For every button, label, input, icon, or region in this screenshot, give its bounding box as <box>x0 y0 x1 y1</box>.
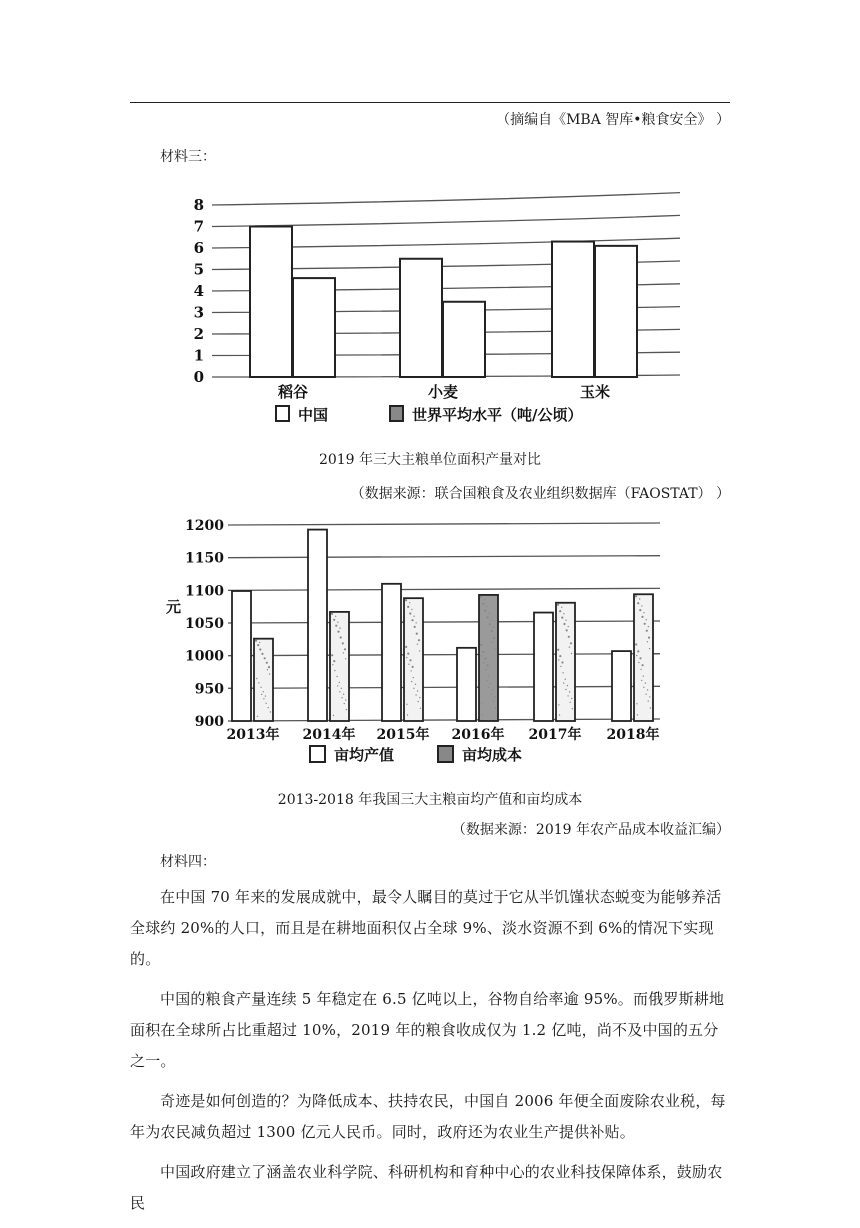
bar-china <box>400 259 442 377</box>
bar-texture <box>482 603 484 605</box>
bar-texture <box>646 619 647 620</box>
bar-texture <box>333 619 335 621</box>
bar-texture <box>343 694 344 695</box>
bar-texture <box>640 669 641 670</box>
x-tick-label: 稻谷 <box>277 383 309 401</box>
bar-output-value <box>308 530 327 721</box>
source-note: （摘编自《MBA 智库•粮食安全》 ） <box>496 112 730 128</box>
bar-texture <box>559 610 561 612</box>
bar-texture <box>560 666 561 667</box>
bar-texture <box>345 658 346 659</box>
bar-texture <box>569 646 570 647</box>
bar-texture <box>337 622 338 623</box>
bar-china <box>250 227 292 378</box>
bar-texture <box>636 655 637 656</box>
bar-texture <box>341 697 342 698</box>
bar-texture <box>409 602 410 603</box>
bar-texture <box>265 695 266 696</box>
bar-texture <box>643 676 644 677</box>
x-tick-label: 玉米 <box>579 383 611 401</box>
bar-texture <box>488 613 489 614</box>
legend-swatch-cost <box>438 746 453 762</box>
x-tick-label: 2017年 <box>528 727 582 743</box>
bar-texture <box>488 687 489 688</box>
bar-texture <box>485 669 486 670</box>
bar-output-value <box>382 584 401 721</box>
bar-texture <box>563 623 565 625</box>
bar-world <box>595 246 637 377</box>
bar-texture <box>566 629 568 631</box>
legend-label-china: 中国 <box>298 406 329 424</box>
bar-texture <box>341 688 342 689</box>
bar-output-value <box>534 613 553 721</box>
bar-texture <box>486 616 488 618</box>
bar-texture <box>481 703 482 704</box>
bar-world <box>293 278 335 377</box>
bar-texture <box>406 704 407 705</box>
y-tick-label: 1000 <box>185 648 224 665</box>
bar-texture <box>487 664 489 666</box>
bar-output-value <box>232 591 251 721</box>
bar-texture <box>484 599 485 600</box>
bar-texture <box>413 688 414 689</box>
bar-texture <box>484 610 486 612</box>
bar-texture <box>642 664 644 666</box>
y-tick-label: 1150 <box>185 550 224 567</box>
bar-texture <box>571 698 572 699</box>
bar-texture <box>268 666 270 668</box>
bar-texture <box>410 670 411 671</box>
bar-texture <box>570 642 572 644</box>
y-tick-label: 950 <box>194 681 224 698</box>
bar-texture <box>412 666 414 668</box>
bar-texture <box>331 654 333 656</box>
gridline <box>228 621 660 623</box>
bar-texture <box>414 626 416 628</box>
bar-texture <box>418 639 420 641</box>
bar-output-value <box>612 651 631 721</box>
bar-texture <box>333 715 334 716</box>
bar-texture <box>405 599 407 601</box>
bar-texture <box>557 649 559 651</box>
bar-texture <box>557 604 559 606</box>
bar-texture <box>407 653 409 655</box>
bar-texture <box>480 644 482 646</box>
bar-texture <box>645 682 646 683</box>
bar-texture <box>490 683 491 684</box>
bar-texture <box>411 619 413 621</box>
bar-texture <box>635 595 637 597</box>
legend-swatch-china <box>276 406 289 421</box>
bar-texture <box>649 648 650 649</box>
bar-texture <box>409 659 411 661</box>
y-tick-label: 0 <box>193 368 204 386</box>
bar-texture <box>561 607 562 608</box>
y-tick-label: 900 <box>194 714 224 730</box>
bar-texture <box>645 694 646 695</box>
bar-texture <box>565 620 566 621</box>
bar-texture <box>562 672 563 673</box>
bar-texture <box>415 694 416 695</box>
bar-texture <box>639 598 640 599</box>
gridline <box>228 523 660 525</box>
bar-texture <box>492 690 493 691</box>
bar-texture <box>417 644 418 645</box>
bar-texture <box>492 642 493 643</box>
bar-texture <box>263 691 264 692</box>
bar-texture <box>269 673 270 674</box>
bar-texture <box>643 612 644 613</box>
y-tick-label: 5 <box>193 260 204 279</box>
bar-texture <box>486 680 487 681</box>
bar-world <box>443 302 485 377</box>
x-tick-label: 2014年 <box>302 727 356 743</box>
bar-texture <box>416 622 417 623</box>
gridline <box>228 654 660 656</box>
legend-label-cost: 亩均成本 <box>462 746 523 764</box>
bar-texture <box>342 642 344 644</box>
bar-texture <box>346 709 347 710</box>
bar-cost <box>254 639 273 721</box>
material-4-body <box>130 882 730 1228</box>
bar-texture <box>335 616 336 617</box>
bar-texture <box>491 630 493 632</box>
bar-texture <box>344 648 346 650</box>
bar-texture <box>482 651 484 653</box>
bar-texture <box>641 680 642 681</box>
bar-texture <box>491 620 492 621</box>
legend-label-value: 亩均产值 <box>334 746 395 764</box>
bar-texture <box>261 694 262 695</box>
y-tick-label: 7 <box>193 217 204 236</box>
bar-texture <box>411 609 412 610</box>
bar-texture <box>565 679 566 680</box>
x-tick-label: 2013年 <box>226 727 280 743</box>
gridline <box>228 556 660 558</box>
bar-texture <box>413 616 414 617</box>
bar-texture <box>258 682 259 683</box>
bar-texture <box>646 630 648 632</box>
bar-texture <box>639 657 641 659</box>
bar-texture <box>641 605 642 606</box>
bar-texture <box>257 716 258 717</box>
bar-texture <box>647 641 648 642</box>
top-rule <box>130 102 730 103</box>
bar-texture <box>339 627 340 628</box>
bar-texture <box>407 714 408 715</box>
bar-texture <box>643 687 644 688</box>
y-tick-label: 1 <box>193 346 204 365</box>
bar-texture <box>637 602 639 604</box>
bar-texture <box>568 626 569 627</box>
bar-texture <box>417 690 418 691</box>
bar-texture <box>565 689 566 690</box>
bar-texture <box>636 703 637 704</box>
bar-texture <box>332 664 333 665</box>
material-3-label: 材料三： <box>160 149 216 165</box>
bar-texture <box>571 653 572 654</box>
bar-texture <box>559 714 560 715</box>
bar-texture <box>558 659 559 660</box>
bar-texture <box>339 691 340 692</box>
bar-texture <box>490 694 491 695</box>
gridline <box>212 193 680 205</box>
bar-texture <box>493 701 494 702</box>
bar-texture <box>647 689 648 690</box>
legend-swatch-value <box>310 746 325 762</box>
bar-texture <box>495 707 496 708</box>
bar-texture <box>415 684 416 685</box>
bar-texture <box>337 685 338 686</box>
bar-texture <box>334 670 335 671</box>
gridline <box>228 588 660 590</box>
bar-texture <box>336 676 337 677</box>
chart2-source: （数据来源：2019 年农产品成本收益汇编） <box>451 822 730 838</box>
bar-texture <box>559 655 561 657</box>
bar-texture <box>406 657 407 658</box>
bar-texture <box>331 613 333 615</box>
bar-texture <box>340 636 342 638</box>
bar-texture <box>494 696 495 697</box>
yield-comparison-chart <box>180 180 700 435</box>
bar-texture <box>257 644 259 646</box>
bar-texture <box>419 697 420 698</box>
bar-texture <box>569 691 570 692</box>
bar-texture <box>483 662 484 663</box>
bar-texture <box>561 661 563 663</box>
bar-texture <box>259 642 260 643</box>
bar-texture <box>335 625 337 627</box>
chart2-caption: 2013-2018 年我国三大主粮亩均产值和亩均成本 <box>277 792 583 808</box>
gridline <box>228 719 660 721</box>
bar-texture <box>648 626 649 627</box>
bar-texture <box>649 696 650 697</box>
bar-texture <box>411 681 412 682</box>
bar-texture <box>635 643 637 645</box>
bar-texture <box>639 609 641 611</box>
bar-texture <box>343 652 344 653</box>
paragraph: 在中国 70 年来的发展成就中，最令人瞩目的莫过于它从半饥馑状态蜕变为能够养活全球约 20%的人口，而且是在耕地面积仅占全球 9%、淡水资源不到 6%的情况下实现的。 <box>130 888 722 968</box>
bar-texture <box>260 687 261 688</box>
y-tick-label: 1050 <box>185 616 224 633</box>
gridline <box>212 215 680 226</box>
paragraph: 奇迹是如何创造的？为降低成本、扶持农民，中国自 2006 年便全面废除农业税，每年为农民减负超过 1300 亿元人民币。同时，政府还为农业生产提供补贴。 <box>130 1092 726 1141</box>
chart1-source: （数据来源：联合国粮食及农业组织数据库（FAOSTAT） ） <box>350 486 730 502</box>
bar-china <box>552 242 594 377</box>
y-tick-label: 1200 <box>185 518 224 535</box>
bar-texture <box>568 636 570 638</box>
bar-texture <box>265 703 266 704</box>
bar-texture <box>493 637 495 639</box>
bar-texture <box>637 650 639 652</box>
bar-texture <box>482 714 483 715</box>
bar-texture <box>266 662 268 664</box>
paragraph: 中国政府建立了涵盖农业科学院、科研机构和育种中心的农业科技保障体系，鼓励农民 <box>130 1163 723 1212</box>
bar-texture <box>486 606 487 607</box>
y-tick-label: 6 <box>193 239 204 257</box>
y-tick-label: 4 <box>193 282 204 300</box>
bar-texture <box>339 682 340 683</box>
bar-texture <box>268 707 269 708</box>
x-tick-label: 2016年 <box>451 727 505 743</box>
bar-texture <box>264 657 266 659</box>
bar-texture <box>333 660 335 662</box>
bar-texture <box>644 623 646 625</box>
bar-texture <box>563 613 564 614</box>
bar-texture <box>344 703 345 704</box>
bar-texture <box>416 633 418 635</box>
bar-texture <box>481 655 482 656</box>
bar-texture <box>648 700 649 701</box>
bar-texture <box>419 650 420 651</box>
bar-texture <box>489 623 491 625</box>
bar-texture <box>561 617 563 619</box>
bar-texture <box>558 704 559 705</box>
bar-texture <box>270 711 271 712</box>
bar-texture <box>256 678 257 679</box>
material-4-label: 材料四： <box>160 854 216 870</box>
x-tick-label: 小麦 <box>427 383 459 401</box>
bar-texture <box>408 664 409 665</box>
y-tick-label: 2 <box>193 325 204 343</box>
bar-texture <box>413 677 414 678</box>
bar-texture <box>418 701 419 702</box>
bar-texture <box>337 631 339 633</box>
bar-texture <box>255 640 257 642</box>
x-tick-label: 2018年 <box>606 727 660 743</box>
bar-texture <box>563 682 564 683</box>
bar-texture <box>650 707 651 708</box>
bar-texture <box>420 708 421 709</box>
y-axis-label: 元 <box>166 598 182 616</box>
bar-texture <box>407 606 409 608</box>
bar-texture <box>261 653 263 655</box>
bar-texture <box>637 714 638 715</box>
bar-texture <box>263 698 264 699</box>
y-tick-label: 3 <box>193 303 204 322</box>
bar-texture <box>567 695 568 696</box>
bar-texture <box>493 626 494 627</box>
paragraph: 中国的粮食产量连续 5 年稳定在 6.5 亿吨以上，谷物自给率逾 95%。而俄罗斯耕地面积在全球所占比重超过 10%，2019 年的粮食收成仅为 1.2 亿吨，尚不及中国的五分之一。 <box>130 990 725 1070</box>
bar-texture <box>638 662 639 663</box>
y-tick-label: 8 <box>193 196 204 214</box>
bar-texture <box>267 669 268 670</box>
bar-texture <box>345 699 346 700</box>
bar-texture <box>641 616 643 618</box>
bar-texture <box>409 612 411 614</box>
gridline <box>228 686 660 688</box>
bar-texture <box>484 658 486 660</box>
bar-texture <box>488 676 489 677</box>
chart1-caption: 2019 年三大主粮单位面积产量对比 <box>318 452 542 468</box>
y-tick-label: 1100 <box>185 583 224 600</box>
value-cost-chart <box>160 512 680 772</box>
bar-texture <box>648 637 650 639</box>
bar-texture <box>567 685 568 686</box>
bar-texture <box>405 646 407 648</box>
bar-texture <box>259 648 261 650</box>
bar-texture <box>480 596 482 598</box>
bar-texture <box>570 702 571 703</box>
x-tick-label: 2015年 <box>376 727 430 743</box>
bar-texture <box>494 648 495 649</box>
bar-texture <box>572 708 573 709</box>
legend-swatch-world <box>390 406 403 421</box>
legend-label-world: 世界平均水平（吨/公顷） <box>412 406 583 424</box>
bar-output-value <box>457 648 476 721</box>
